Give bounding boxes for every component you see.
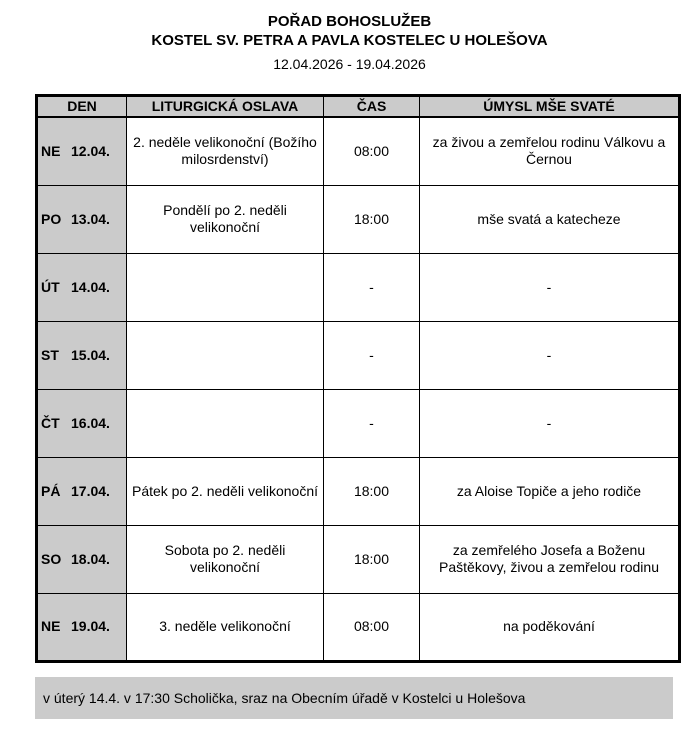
time-cell: - <box>324 253 420 321</box>
day-abbrev: NE <box>41 618 61 634</box>
schedule-table-row <box>37 253 680 321</box>
celebration-cell: Pátek po 2. neděli velikonoční <box>127 457 324 525</box>
intention-cell: za Aloise Topiče a jeho rodiče <box>420 457 680 525</box>
day-abbrev: SO <box>41 550 62 567</box>
day-date: 17.04. <box>71 482 110 499</box>
time-cell: 18:00 <box>324 525 420 593</box>
schedule-table-row <box>37 321 680 389</box>
day-cell <box>37 117 127 185</box>
celebration-cell <box>127 389 324 457</box>
day-abbrev: PO <box>41 210 62 227</box>
day-cell <box>37 525 127 593</box>
day-abbrev: ST <box>41 346 59 363</box>
intention-cell: - <box>420 389 680 457</box>
schedule-table-row <box>37 457 680 525</box>
day-cell <box>37 593 127 661</box>
time-cell: - <box>324 389 420 457</box>
day-abbrev: ČT <box>41 414 60 431</box>
column-header-mass-intention: ÚMYSL MŠE SVATÉ <box>420 96 680 118</box>
announcement-bar <box>35 677 673 719</box>
schedule-table-row <box>37 525 680 593</box>
celebration-cell <box>127 321 324 389</box>
table-header-row <box>37 96 680 118</box>
day-cell <box>37 321 127 389</box>
time-cell: - <box>324 321 420 389</box>
day-abbrev: ÚT <box>41 278 60 295</box>
celebration-cell: Pondělí po 2. neděli velikonoční <box>127 185 324 253</box>
schedule-table-row <box>37 185 680 253</box>
intention-cell: na poděkování <box>420 593 680 661</box>
day-date: 16.04. <box>71 414 110 431</box>
time-cell: 18:00 <box>324 457 420 525</box>
day-date: 18.04. <box>71 550 110 567</box>
celebration-cell <box>127 253 324 321</box>
intention-cell: mše svatá a katecheze <box>420 185 680 253</box>
schedule-table-row <box>37 389 680 457</box>
celebration-cell: Sobota po 2. neděli velikonoční <box>127 525 324 593</box>
page-title: POŘAD BOHOSLUŽEB <box>267 13 432 30</box>
mass-schedule-table <box>35 94 681 663</box>
schedule-table-row <box>37 117 680 185</box>
day-date: 15.04. <box>71 346 110 363</box>
day-date: 12.04. <box>71 142 110 159</box>
day-cell <box>37 389 127 457</box>
intention-cell: - <box>420 253 680 321</box>
time-cell: 18:00 <box>324 185 420 253</box>
celebration-cell: 2. neděle velikonoční (Božího milosrdenství) <box>127 117 324 185</box>
intention-cell: za zemřelého Josefa a Boženu Paštěkovy, živou a zemřelou rodinu <box>420 525 680 593</box>
day-cell <box>37 457 127 525</box>
schedule-table-row <box>37 593 680 661</box>
day-date: 19.04. <box>71 618 110 634</box>
column-header-liturgical-celebration: LITURGICKÁ OSLAVA <box>127 96 324 118</box>
day-cell <box>37 253 127 321</box>
announcement-text: v úterý 14.4. v 17:30 Scholička, sraz na Obecním úřadě v Kostelci u Holešova <box>43 689 526 706</box>
time-cell: 08:00 <box>324 117 420 185</box>
church-name-subtitle: KOSTEL SV. PETRA A PAVLA KOSTELEC U HOLEŠOVA <box>151 32 548 49</box>
week-date-range: 12.04.2026 - 19.04.2026 <box>273 56 426 72</box>
day-date: 14.04. <box>71 278 110 295</box>
time-cell: 08:00 <box>324 593 420 661</box>
day-abbrev: NE <box>41 142 61 159</box>
column-header-day: DEN <box>37 96 127 118</box>
celebration-cell: 3. neděle velikonoční <box>127 593 324 661</box>
column-header-time: ČAS <box>324 96 420 118</box>
intention-cell: za živou a zemřelou rodinu Válkovu a Černou <box>420 117 680 185</box>
day-cell <box>37 185 127 253</box>
intention-cell: - <box>420 321 680 389</box>
day-date: 13.04. <box>71 210 110 227</box>
day-abbrev: PÁ <box>41 482 61 499</box>
